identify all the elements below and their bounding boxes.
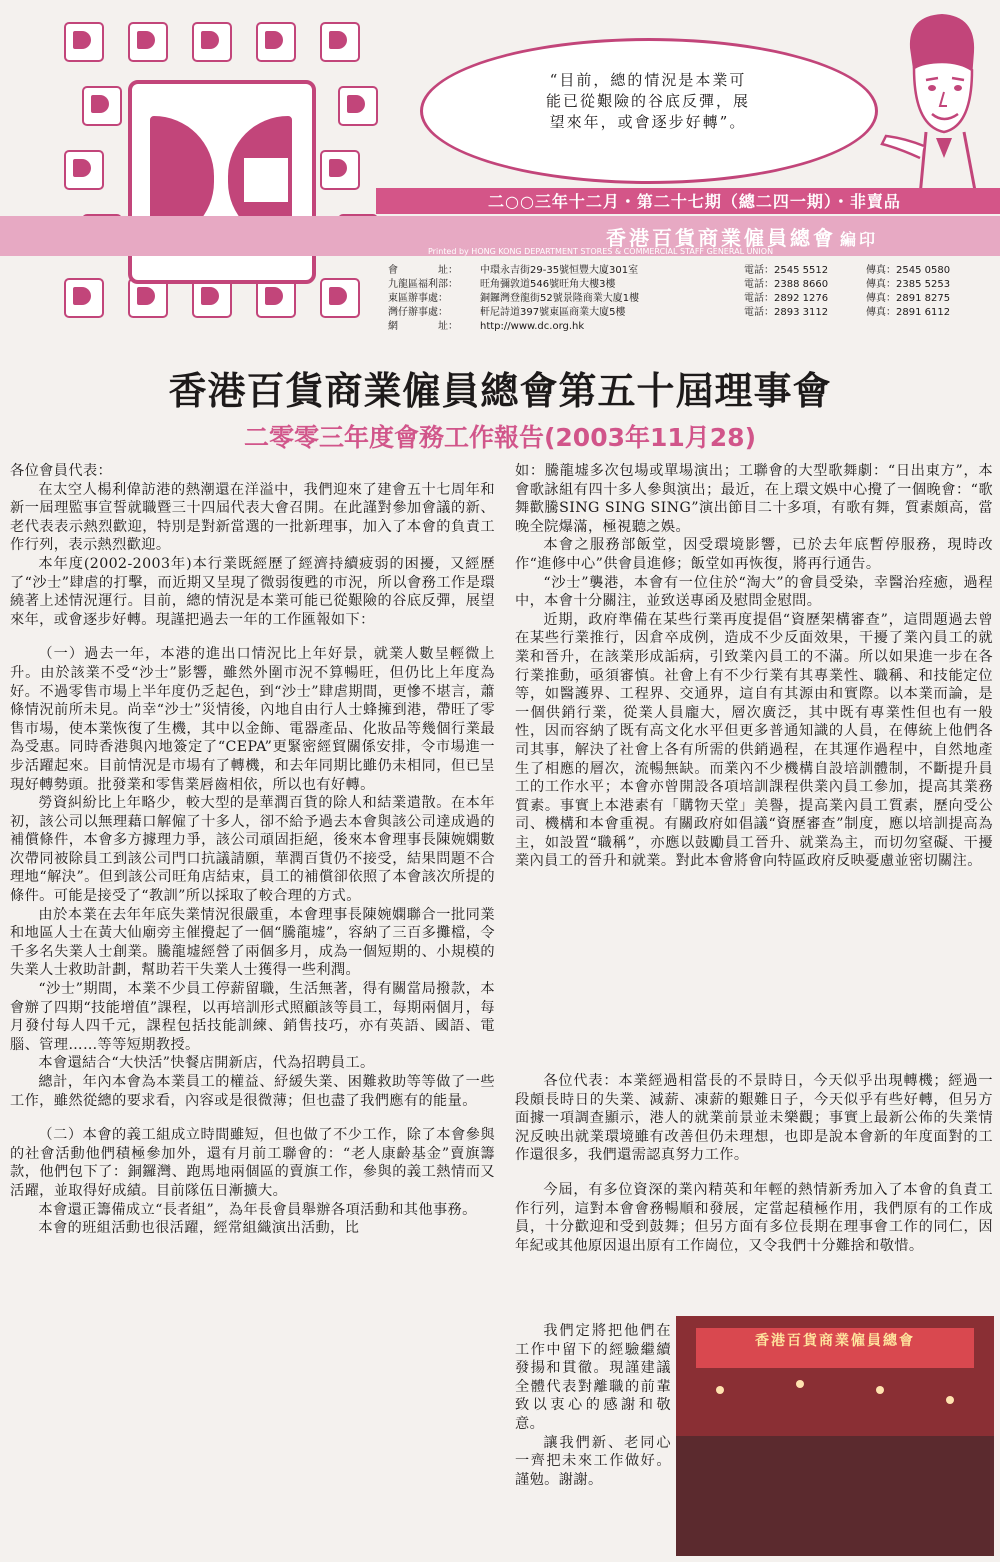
paragraph: （二）本會的義工組成立時間雖短，但也做了不少工作，除了本會參與的社會活動他們積極參加外，還有月前工聯會的：“老人康齡基金”賣旗籌款，他們包下了：銅鑼灣、跑馬地兩個區的賣旗工作，參與的義工熱情而又活躍，並取得好成績。目前隊伍日漸擴大。 (10, 1127, 495, 1199)
office-row: 會 址： 中環永吉街29-35號恒豐大廈301室 (388, 265, 639, 276)
logo-tile (320, 22, 360, 62)
paragraph: 由於本業在去年年底失業情況很嚴重，本會理事長陳婉嫻聯合一批同業和地區人士在黃大仙廟旁主催攪起了一個“騰龍墟”，容納了三百多攤檔，令千多名失業人士創業。騰龍墟經營了兩個多月，成為一個短期的、小規模的失業人士救助計劃，幫助若干失業人士獲得一些利潤。 (10, 906, 495, 979)
logo-tile (192, 22, 232, 62)
logo-tile (256, 22, 296, 62)
paragraph: 我們定將把他們在工作中留下的經驗繼續發揚和貫徹。現謹建議全體代表對離職的前輩致以衷心的感謝和敬意。 (515, 1323, 671, 1432)
salutation: 各位會員代表： (10, 463, 113, 479)
logo-tile (192, 278, 232, 318)
office-row: 東區辦事處： 銅鑼灣登龍街52號景隆商業大廈1樓 (388, 293, 640, 304)
paragraph: 本會還結合“大快活”快餐店開新店，代為招聘員工。 (38, 1055, 375, 1072)
paragraph: 讓我們新、老同心一齊把未來工作做好。謹勉。謝謝。 (515, 1434, 671, 1488)
article-column-narrow (515, 1322, 671, 1489)
logo-tile (82, 86, 122, 126)
quote-text: “目前，總的情況是本業可 能已從艱險的谷底反彈，展 望來年，或會逐步好轉”。 (545, 71, 750, 131)
logo-tile (320, 278, 360, 318)
org-name-english: Printed by HONG KONG DEPARTMENT STORES & COMMERCIAL STAFF GENERAL UNION (428, 247, 774, 256)
office-phones: 電話： 2545 5512 傳真： 2545 0580 電話： 2388 8660 傳真： 2385 5253 電話： 2892 1276 傳真： 2891 8275 電話： 2893 3112 傳真： 2891 6112 (744, 265, 951, 318)
logo-tile (64, 22, 104, 62)
office-row: 灣仔辦事處： 軒尼詩道397號東區商業大廈5樓 (388, 307, 626, 318)
website-link[interactable]: http://www.dc.org.hk (480, 321, 585, 332)
photo-audience (676, 1436, 994, 1556)
paragraph: “沙士”襲港，本會有一位住於“淘大”的會員受染，幸醫治痊癒，過程中，本會十分關注，並致送專函及慰問金慰問。 (515, 574, 993, 610)
paragraph: 本年度(2002-2003年)本行業既經歷了經濟持續疲弱的困擾，又經歷了“沙士”肆虐的打擊，而近期又呈現了微弱復甦的市況，所以會務工作是環繞著上述情況運行。目前，總的情況是本業可能已從艱險的谷底反彈，展望來年，或會逐步好轉。現謹把過去一年的工作匯報如下： (10, 555, 495, 628)
logo-tile (128, 22, 168, 62)
paragraph: 各位代表：本業經過相當長的不景時日，今天似乎出現轉機；經過一段頗長時日的失業、減薪、凍薪的艱難日子，今天似乎有些好轉，但另方面據一項調查顯示，港人的就業前景並未樂觀；事實上最新公佈的失業情況反映出就業環境雖有改善但仍未理想，也即是說本會新的年度面對的工作還很多，我們還需認真努力工作。 (515, 1073, 993, 1164)
paragraph: 今屆，有多位資深的業內精英和年輕的熱情新秀加入了本會的負責工作行列，這對本會會務暢順和發展，定當起積極作用，我們原有的工作成員，十分歡迎和受到鼓舞；但另方面有多位長期在理事會工作的同仁，因年紀或其他原因退出原有工作崗位，又令我們十分難捨和敬惜。 (515, 1181, 993, 1254)
paragraph: 總計，年內本會為本業員工的權益、紓緩失業、困難救助等等做了一些工作，雖然從總的要求看，內容或是很微薄；但也盡了我們應有的能量。 (10, 1074, 495, 1109)
logo-tile (256, 278, 296, 318)
office-addresses (388, 264, 738, 334)
website-row: 網 址： http://www.dc.org.hk (388, 321, 585, 332)
office-row: 九龍區福利部： 旺角彌敦道546號旺角大樓3樓 (388, 279, 616, 290)
photo-banner-text: 香港百貨商業僱員總會 (755, 1333, 915, 1349)
paragraph: 近期，政府準備在某些行業再度提倡“資歷架構審查”，這問題過去曾在某些行業推行，因倉卒成例，造成不少反面效果，干擾了業內員工的就業和晉升，在該業形成詬病，引致業內員工的不滿。所以如果進一步在各行業推動，亟須審慎。社會上有不少行業有其專業性、職稱、和技能定位等，如醫護界、工程界、交通界，這自有其源由和實際。以本業而論，是一個供銷行業，從業人員龐大，層次廣泛，其中既有專業性但也有一般性，因而容納了既有高文化水平但更多普通知識的人員，在傳統上他們各司其事，解決了社會上各有所需的供銷過程，在其運作過程中，自然地產生了相應的層次，流暢無缺。而業內不少機構自設培訓體制，不斷提升員工的工作水平；本會亦曾開設各項培訓課程供業內員工參加，提高其業務質素。事實上本港素有「購物天堂」美譽，提高業內員工質素，歷向受公司、機構和本會重視。有關政府如倡議“資歷審查”制度，應以培訓提高為主，如設置“職稱”，亦應以鼓勵員工晉升、就業為主，而切勿窒礙、干擾業內員工的晉升和就業。對此本會將會向特區政府反映憂慮並密切關注。 (515, 611, 993, 870)
paragraph: 本會之服務部飯堂，因受環境影響，已於去年底暫停服務，現時改作“進修中心”供會員進修；飯堂如再恢復，將再行通告。 (515, 537, 993, 572)
logo-tile (128, 278, 168, 318)
issue-info: 二○○三年十二月・第二十七期（總二四一期）・非賣品 (488, 192, 901, 211)
logo-tile (64, 150, 104, 190)
logo-tile (64, 278, 104, 318)
paragraph: “沙士”期間，本業不少員工停薪留職，生活無著，得有關當局撥款，本會辦了四期“技能增值”課程，以再培訓形式照顧該等員工，每期兩個月，每月發付每人四千元，課程包括技能訓練、銷售技巧，亦有英語、國語、電腦、管理……等等短期教授。 (10, 981, 495, 1053)
paragraph: 在太空人楊利偉訪港的熱潮還在洋溢中，我們迎來了建會五十七周年和新一屆理監事宣誓就職暨三十四屆代表大會召開。在此謹對參加會議的新、老代表表示熱烈歡迎，特別是對新當選的一批新理事，加入了本會的負責工作行列，表示熱烈歡迎。 (10, 481, 495, 554)
article-column-right-closing (515, 1072, 993, 1255)
logo-tile (320, 150, 360, 190)
paragraph: 如：騰龍墟多次包場或單場演出；工聯會的大型歌舞劇：“日出東方”，本會歌詠組有四十多人參與演出；最近，在上環文娛中心攪了一個晚會：“歌舞歡騰SING SING SING”演出節目二十多項，有歌有舞，質素頗高，當晚全院爆滿，極視聽之娛。 (515, 463, 993, 535)
paragraph: 本會的班組活動也很活躍，經常組織演出活動，比 (38, 1220, 360, 1237)
logo-tile (338, 86, 378, 126)
paragraph: 本會還正籌備成立“長者組”，為年長會員舉辦各項活動和其他事務。 (38, 1201, 477, 1218)
publisher-suffix: 編印 (840, 230, 879, 249)
headline: 香港百貨商業僱員總會第五十屆理事會 (168, 368, 832, 413)
subheadline: 二零零三年度會務工作報告(2003年11月28) (243, 423, 756, 452)
article-column-left (10, 462, 495, 1238)
cartoon-man-illustration (880, 8, 990, 196)
paragraph: 勞資糾紛比上年略少，較大型的是華潤百貨的除人和結業遣散。在本年初，該公司以無理藉口解僱了十多人，卻不給予過去本會與該公司達成過的補償條件，本會多方據理力爭，該公司頑固拒絕，後來本會理事長陳婉嫻數次帶同被除員工到該公司門口抗議請願，華潤百貨仍不接受，結果問題不合理地“解決”。但到該公司旺角店結束，員工的補償卻依照了本會該次所提的條件。可能是接受了“教訓”所以採取了較合理的方式。 (10, 795, 495, 905)
org-name: 香港百貨商業僱員總會 編印 (606, 226, 879, 250)
article-column-right (515, 462, 993, 871)
paragraph: （一）過去一年，本港的進出口情況比上年好景，就業人數呈輕微上升。由於該業不受“沙士”影響，雖然外圍市況不算暢旺，但仍比上年度為好。不過零售市場上半年度仍乏起色，到“沙士”肆虐期間，更慘不堪言，蕭條情況前所未見。尚幸“沙士”災情後，內地自由行人士蜂擁到港，帶旺了零售市場，使本業恢復了生機，其中以金飾、電器產品、化妝品等幾個行業最為受惠。同時香港與內地簽定了“CEPA”更緊密經貿關係安排，令市場進一步活躍起來。目前情況是市場有了轉機，和去年同期比雖仍未相同，但已呈現好轉勢頭。批發業和零售業唇齒相依，所以也有好轉。 (10, 646, 495, 793)
meeting-photo (676, 1316, 994, 1556)
